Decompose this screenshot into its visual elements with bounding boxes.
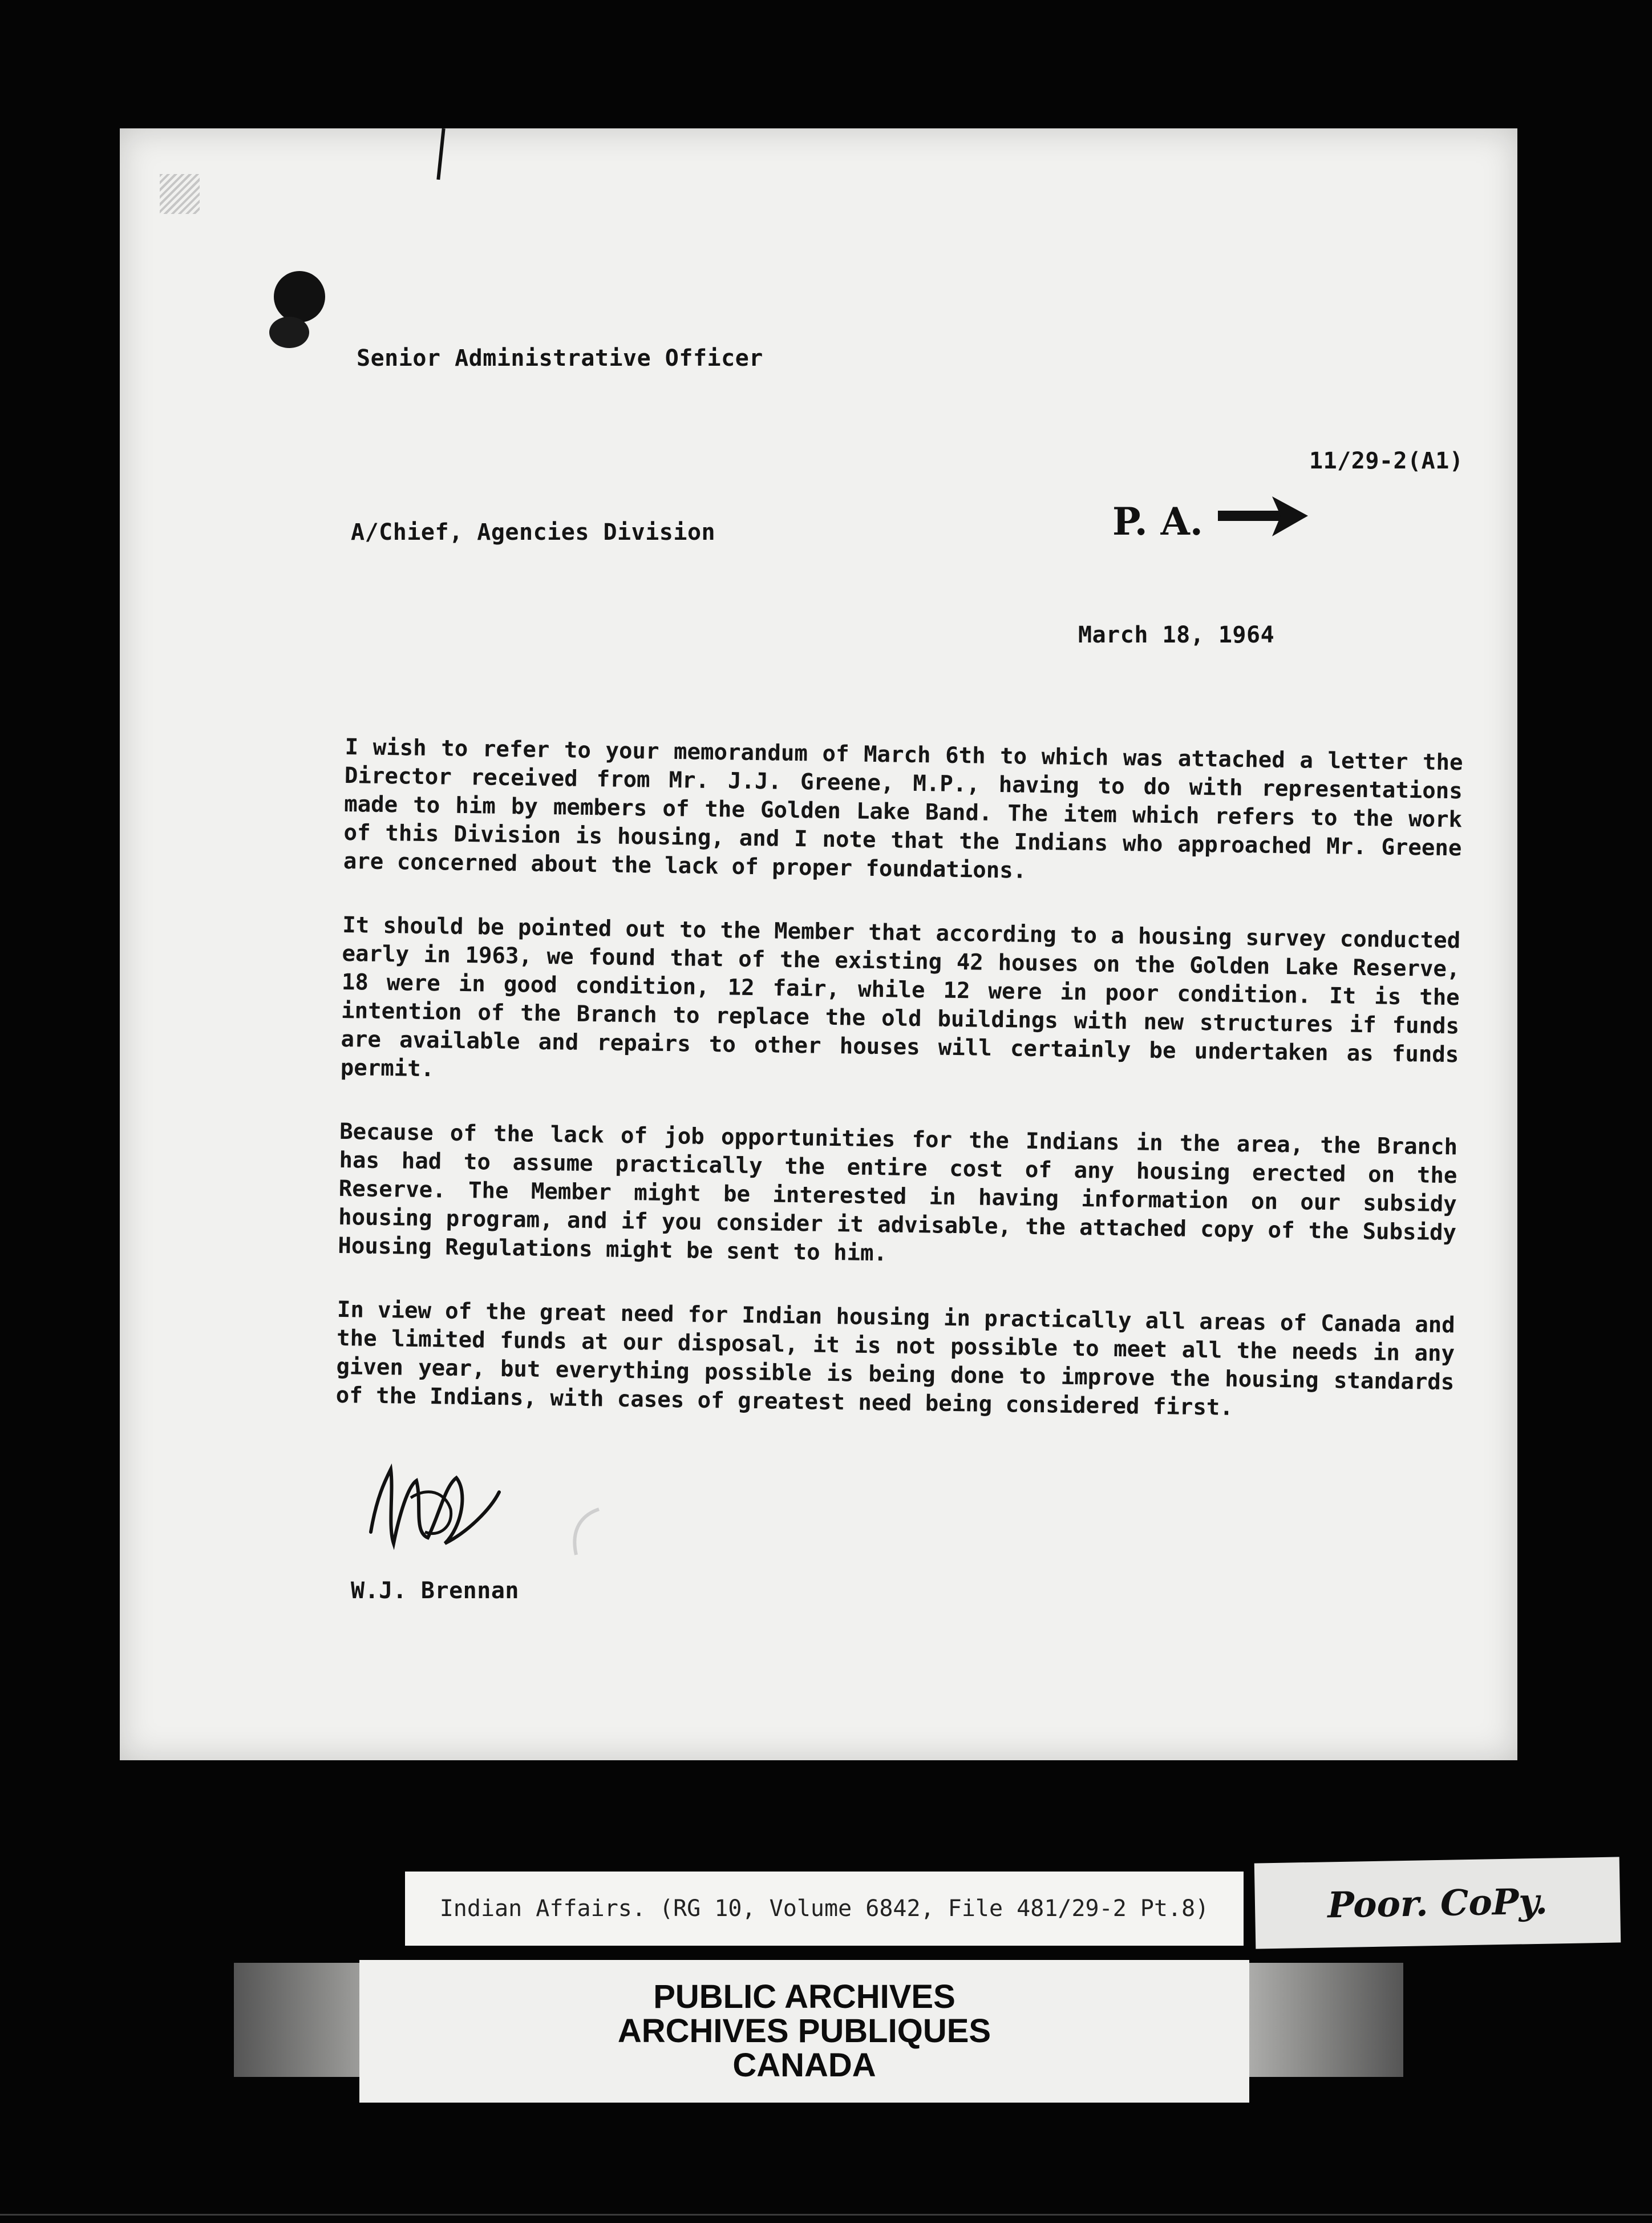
file-number: 11/29-2(A1) [1309,448,1464,474]
corner-smudge [160,174,200,214]
memo-body [335,733,1463,1461]
pa-stamp: P. A. [1112,499,1203,544]
memo-to: Senior Administrative Officer [357,345,763,371]
archives-line-2: ARCHIVES PUBLIQUES [617,2012,991,2050]
paragraph-3: Because of the lack of job opportunities for the Indians in the area, the Branch has had to assume practically the entire cost of any housing erected on the Reserve. The Member might be interested in having information on our subsidy housing program, and if you consider it advisable, the attached copy of the Subsidy Housing Regulations might be sent to him. [338,1118,1458,1267]
archives-line-3: CANADA [732,2047,876,2084]
punch-hole-mark [274,271,325,322]
memo-from: A/Chief, Agencies Division [351,519,716,545]
right-arrow-icon [1218,494,1309,539]
poor-copy-note: Poor. CoPy. [1254,1857,1621,1949]
reference-label: Indian Affairs. (RG 10, Volume 6842, File 481/29-2 Pt.8) [405,1872,1244,1946]
handwritten-signature [359,1446,508,1555]
archives-line-1: PUBLIC ARCHIVES [653,1978,955,2015]
paragraph-1: I wish to refer to your memorandum of March 6th to which was attached a letter the Director received from Mr. J.J. Greene, M.P., having to do with representations made to him by members of the Golden Lake Band. The item which refers to the work of this Division is housing, and I note that the Indians who approached Mr. Greene are concerned about the lack of proper foundations. [343,734,1463,884]
punch-hole-mark-lower [269,317,309,348]
paragraph-2: It should be pointed out to the Member that according to a housing survey conducted early in 1963, we found that of the existing 42 houses on the Golden Lake Reserve, 18 were in good condition, 12 fair, while 12 were in poor condition. It is the intention of the Branch to replace the old buildings with new structures if funds are available and repairs to other houses will certainly be undertaken as funds permit. [340,912,1461,1082]
signatory-name: W.J. Brennan [351,1578,519,1604]
memo-page [120,128,1517,1760]
paragraph-4: In view of the great need for Indian housing in practically all areas of Canada and the limited funds at our disposal, it is not possible to meet all the needs in any given year, but everything possible is being done to improve the housing standards of the Indians, with cases of greatest need being considered first. [335,1296,1456,1421]
ink-tick-mark [436,128,445,180]
film-edge-line [0,2214,1652,2216]
faint-pencil-mark [559,1498,610,1566]
memo-date: March 18, 1964 [1078,622,1275,648]
archives-label [359,1960,1249,2103]
